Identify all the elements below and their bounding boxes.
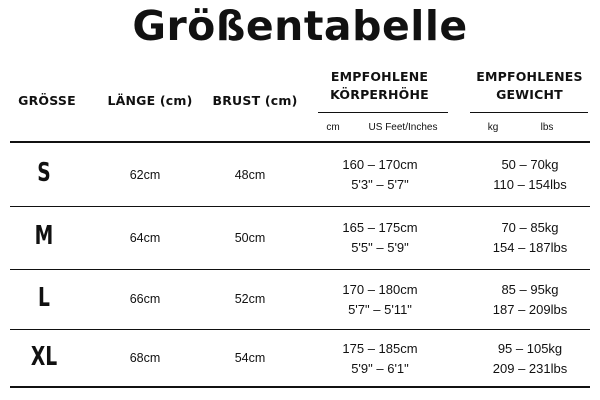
chest-value: 52cm	[234, 292, 266, 306]
subheader-weight-kg: kg	[487, 122, 499, 133]
weight-kg-range: 95 – 105kg	[497, 341, 563, 356]
subheader-height-cm: cm	[326, 122, 340, 133]
header-recommended-weight: EMPFOHLENES GEWICHT	[476, 69, 583, 102]
height-cm-range: 175 – 185cm	[342, 341, 418, 356]
length-value: 64cm	[129, 231, 161, 245]
chest-value: 54cm	[234, 351, 266, 365]
height-cm-range: 160 – 170cm	[342, 157, 418, 172]
height-cm-range: 170 – 180cm	[342, 282, 418, 297]
header-length: LÄNGE (cm)	[107, 93, 193, 108]
weight-lbs-range: 209 – 231lbs	[492, 361, 568, 376]
subheader-height-us: US Feet/Inches	[368, 122, 438, 133]
weight-lbs-range: 110 – 154lbs	[493, 177, 567, 192]
weight-lbs-range: 187 – 209lbs	[492, 302, 568, 317]
weight-header-underline	[470, 112, 588, 113]
size-label: M	[34, 221, 54, 251]
height-ft-range: 5'5" – 5'9"	[351, 240, 409, 255]
length-value: 62cm	[129, 168, 161, 182]
size-label: S	[37, 158, 51, 188]
header-size: GRÖSSE	[18, 93, 76, 108]
weight-kg-range: 85 – 95kg	[501, 282, 559, 297]
height-ft-range: 5'9" – 6'1"	[351, 361, 409, 376]
header-recommended-height: EMPFOHLENE KÖRPERHÖHE	[330, 69, 429, 102]
header-chest: BRUST (cm)	[212, 93, 298, 108]
weight-lbs-range: 154 – 187lbs	[492, 240, 568, 255]
chest-value: 50cm	[234, 231, 266, 245]
table-bottom-rule	[10, 386, 590, 388]
chest-value: 48cm	[234, 168, 266, 182]
height-ft-range: 5'7" – 5'11"	[348, 302, 412, 317]
weight-kg-range: 50 – 70kg	[501, 157, 559, 172]
page-title: Größentabelle	[132, 2, 468, 50]
row-divider	[10, 269, 590, 270]
length-value: 66cm	[129, 292, 161, 306]
row-divider	[10, 206, 590, 207]
height-cm-range: 165 – 175cm	[342, 220, 418, 235]
height-header-underline	[318, 112, 448, 113]
row-divider	[10, 329, 590, 330]
header-rule	[10, 141, 590, 143]
size-label: L	[38, 283, 50, 313]
length-value: 68cm	[129, 351, 161, 365]
size-label: XL	[30, 342, 58, 372]
height-ft-range: 5'3" – 5'7"	[351, 177, 409, 192]
subheader-weight-lbs: lbs	[540, 122, 554, 133]
weight-kg-range: 70 – 85kg	[501, 220, 559, 235]
